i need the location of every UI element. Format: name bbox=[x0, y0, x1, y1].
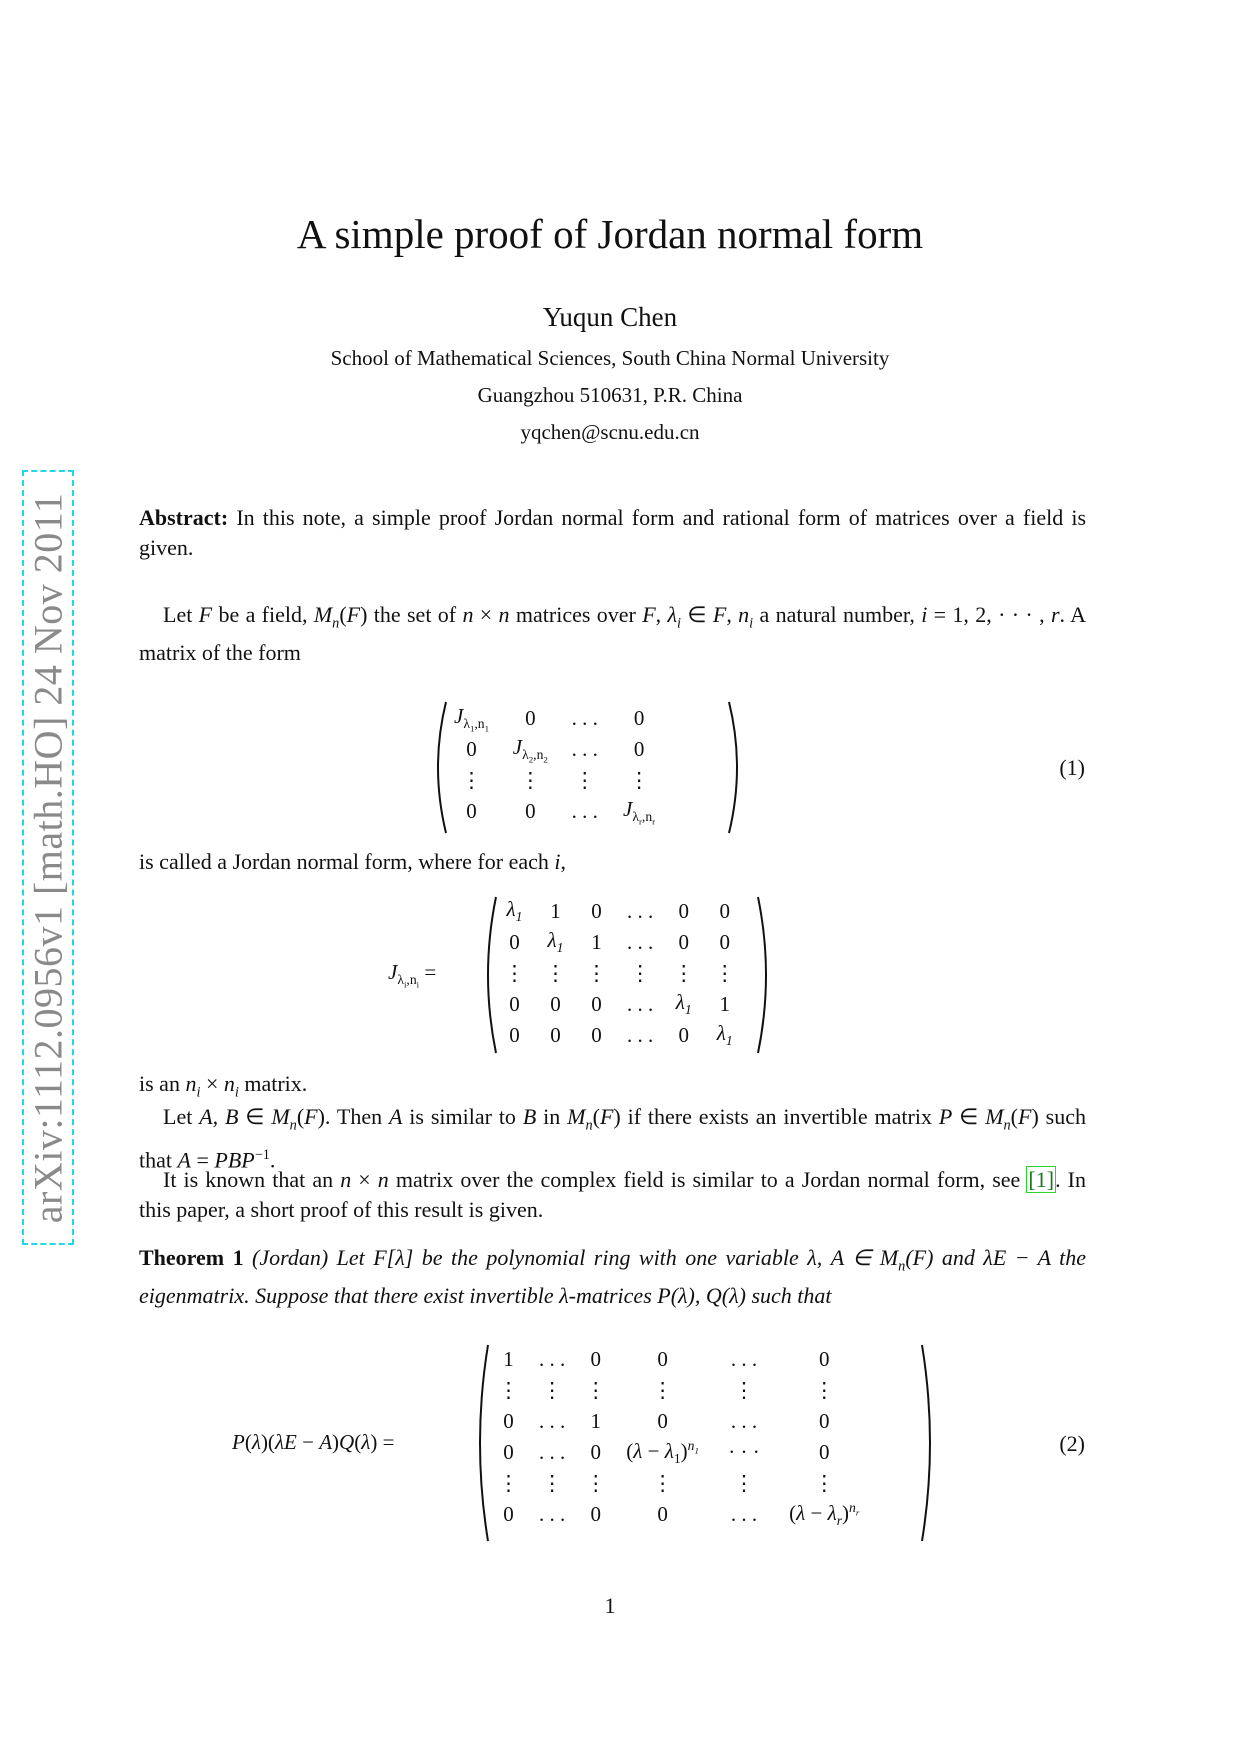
theorem-1: Theorem 1 (Jordan) Let F[λ] be the polynomial ring with one variable λ, A ∈ $M_n(F)$ and λE − A the eigenmatrix. Suppose that there exist invertible λ-matrices P(λ), Q(λ) such that bbox=[139, 1245, 1086, 1309]
abstract bbox=[139, 503, 1086, 563]
author-email: yqchen@scnu.edu.cn bbox=[520, 420, 700, 444]
jordan-block-lhs: $J_{\lambda_i,n_i}$ = bbox=[388, 960, 437, 990]
paper-author: Yuqun Chen bbox=[542, 302, 678, 332]
equation-2-lhs: P(λ)(λE − A)Q(λ) = bbox=[232, 1430, 395, 1454]
arxiv-stamp-text: arXiv:1112.0956v1 [math.HO] 24 Nov 2011 bbox=[25, 492, 71, 1223]
abstract-text: In this note, a simple proof Jordan normal form and rational form of matrices over a field is given. bbox=[139, 505, 1087, 560]
page-number: 1 bbox=[604, 1593, 616, 1618]
matrix1-right-paren bbox=[725, 700, 747, 835]
block-size-sentence: is an $n_i \times n_i$ matrix. bbox=[139, 1071, 308, 1101]
jordan-block-intro: is called a Jordan normal form, where for each i, bbox=[139, 849, 567, 874]
jordan-normal-form-matrix: $J_{\lambda_1,n_1}$ 0 . . . 0 0 $J_{\lambda_2,n_2}$ . . . 0 ⋮ ⋮ ⋮ ⋮ 0 0 . . . $J_{\lambda_r,n_r}$ bbox=[454, 703, 656, 827]
equation-2-number: (2) bbox=[1059, 1431, 1085, 1456]
smith-form-matrix: 1 . . . 0 0 . . . 0 ⋮ ⋮ ⋮ ⋮ ⋮ ⋮ 0 . . . 1 0 . . . 0 0 . . . 0 $(\lambda - \lambda_1)^{n_1}$ · · · 0 ⋮ ⋮ ⋮ ⋮ ⋮ ⋮ 0 . . . 0 0 . . . $(\lambda - \lambda_r)^{n_r}$ bbox=[498, 1347, 860, 1529]
intro-paragraph: Let F be a field, $M_n(F)$ the set of n × n matrices over F, $\lambda_i$ ∈ F, $n_i$ a natural number, i = 1, 2, · · · , r. A matrix of the form bbox=[139, 602, 1087, 666]
abstract-label: Abstract: bbox=[139, 505, 229, 530]
affiliation-line-2: Guangzhou 510631, P.R. China bbox=[477, 383, 743, 407]
known-result-paragraph: It is known that an n × n matrix over the complex field is similar to a Jordan normal form, see [1]. In this paper, a short proof of this result is given. bbox=[139, 1167, 1086, 1222]
matrix3-right-paren bbox=[918, 1343, 940, 1543]
theorem-name: (Jordan) bbox=[252, 1245, 329, 1270]
matrix2-right-paren bbox=[754, 895, 776, 1055]
theorem-label: Theorem 1 bbox=[139, 1245, 244, 1270]
jordan-block-matrix: $\lambda_1$ 1 0 . . . 0 0 0 $\lambda_1$ 1 . . . 0 0 ⋮ ⋮ ⋮ ⋮ ⋮ ⋮ 0 0 0 . . . $\lambda_1$ 1 0 0 0 . . . 0 $\lambda_1$ bbox=[504, 897, 736, 1049]
citation-link[interactable]: [1] bbox=[1028, 1167, 1055, 1192]
equation-1-number: (1) bbox=[1059, 755, 1085, 780]
paper-title: A simple proof of Jordan normal form bbox=[296, 211, 924, 257]
arxiv-stamp bbox=[22, 470, 74, 1245]
similarity-definition: Let A, B ∈ $M_n(F)$. Then A is similar to B in $M_n(F)$ if there exists an invertible matrix P ∈ $M_n(F)$ such that $A = PBP^{-1}$. bbox=[139, 1104, 1086, 1173]
affiliation-line-1: School of Mathematical Sciences, South China Normal University bbox=[330, 346, 890, 370]
